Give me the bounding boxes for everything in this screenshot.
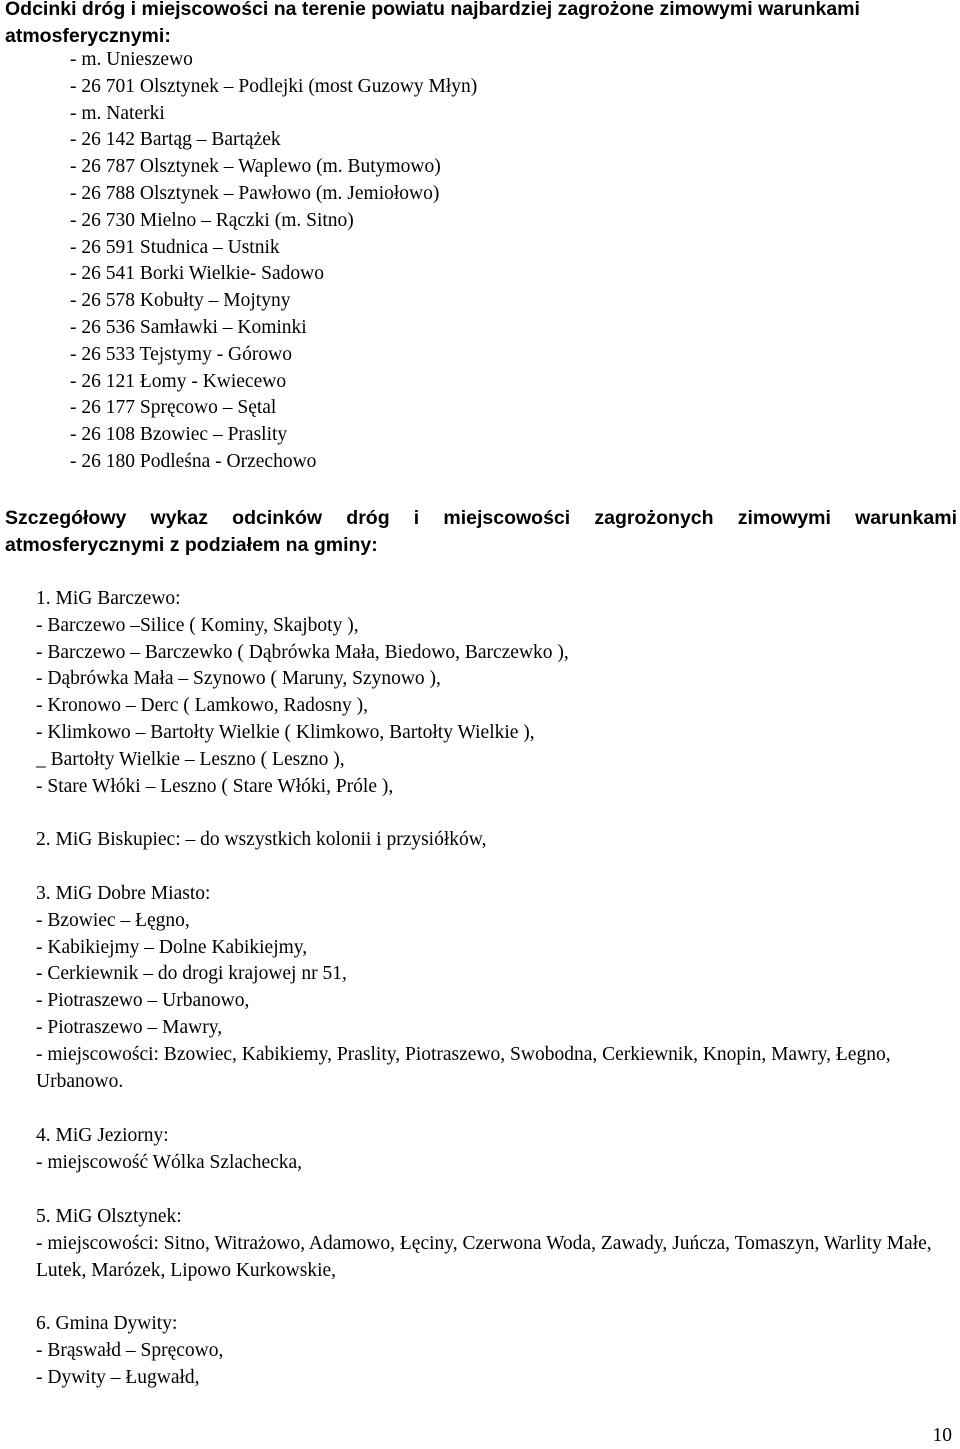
section-title: 1. MiG Barczewo: xyxy=(36,588,181,609)
list-item: - Kabikiejmy – Dolne Kabikiejmy, xyxy=(36,936,308,958)
list-item: - 26 533 Tejstymy - Górowo xyxy=(70,343,292,365)
list-item: - 26 121 Łomy - Kwiecewo xyxy=(70,370,287,392)
list-item: - m. Naterki xyxy=(70,102,165,124)
section-dobre-miasto xyxy=(36,881,946,1095)
list-item: - Bzowiec – Łęgno, xyxy=(36,909,190,931)
list-item: - Barczewo –Silice ( Kominy, Skajboty ), xyxy=(36,614,359,636)
top-road-list xyxy=(70,47,477,476)
list-item: - 26 578 Kobułty – Mojtyny xyxy=(70,290,291,312)
list-item: - 26 177 Spręcowo – Sętal xyxy=(70,397,277,419)
list-item: - miejscowości: Sitno, Witrażowo, Adamowo, Łęciny, Czerwona Woda, Zawady, Juńcza, Tomaszyn, Warlity Małe, Lutek, Marózek, Lipowo Kurkowskie, xyxy=(36,1232,932,1281)
list-item: - Klimkowo – Bartołty Wielkie ( Klimkowo, Bartołty Wielkie ), xyxy=(36,721,535,743)
list-item: - Brąswałd – Spręcowo, xyxy=(36,1339,224,1361)
section-heading: Szczegółowy wykaz odcinków dróg i miejscowości zagrożonych zimowymi warunkami atmosferycznymi z podziałem na gminy: xyxy=(5,507,957,556)
list-item: - Cerkiewnik – do drogi krajowej nr 51, xyxy=(36,963,347,985)
list-item: - Piotraszewo – Mawry, xyxy=(36,1016,223,1038)
list-item: - 26 142 Bartąg – Bartążek xyxy=(70,129,281,151)
list-item: - 26 541 Borki Wielkie- Sadowo xyxy=(70,263,324,285)
list-item: - Piotraszewo – Urbanowo, xyxy=(36,990,250,1012)
list-item: - 26 730 Mielno – Rączki (m. Sitno) xyxy=(70,209,354,231)
list-item: - Barczewo – Barczewko ( Dąbrówka Mała, Biedowo, Barczewko ), xyxy=(36,641,569,663)
list-item: - 26 108 Bzowiec – Praslity xyxy=(70,424,288,446)
list-item: - Kronowo – Derc ( Lamkowo, Radosny ), xyxy=(36,695,368,717)
page-number: 10 xyxy=(932,1425,952,1446)
section-title: 2. MiG Biskupiec: – do wszystkich kolonii i przysiółków, xyxy=(36,829,487,850)
list-item: - 26 591 Studnica – Ustnik xyxy=(70,236,280,258)
document-heading: Odcinki dróg i miejscowości na terenie powiatu najbardziej zagrożone zimowymi warunkami atmosferycznymi: xyxy=(5,0,860,47)
list-item: - 26 536 Samławki – Kominki xyxy=(70,316,307,338)
list-item: - Dywity – Ługwałd, xyxy=(36,1366,200,1388)
section-title: 5. MiG Olsztynek: xyxy=(36,1206,182,1227)
section-title: 4. MiG Jeziorny: xyxy=(36,1125,169,1146)
section-olsztynek xyxy=(36,1204,946,1284)
list-item: - Stare Włóki – Leszno ( Stare Włóki, Próle ), xyxy=(36,775,394,797)
list-item: - 26 787 Olsztynek – Waplewo (m. Butymowo) xyxy=(70,156,441,178)
list-item: - miejscowość Wólka Szlachecka, xyxy=(36,1151,303,1173)
list-item: - miejscowości: Bzowiec, Kabikiemy, Praslity, Piotraszewo, Swobodna, Cerkiewnik, Knopin, Mawry, Łegno, Urbanowo. xyxy=(36,1043,891,1092)
list-item: - 26 788 Olsztynek – Pawłowo (m. Jemiołowo) xyxy=(70,182,440,204)
section-jeziorny xyxy=(36,1123,946,1177)
list-item: - 26 701 Olsztynek – Podlejki (most Guzowy Młyn) xyxy=(70,75,478,97)
list-item: - Dąbrówka Mała – Szynowo ( Maruny, Szynowo ), xyxy=(36,668,441,690)
list-item: _ Bartołty Wielkie – Leszno ( Leszno ), xyxy=(36,748,345,770)
section-dywity xyxy=(36,1311,946,1391)
list-item: - m. Unieszewo xyxy=(70,49,193,70)
section-barczewo xyxy=(36,586,946,800)
section-title: 3. MiG Dobre Miasto: xyxy=(36,883,211,904)
section-title: 6. Gmina Dywity: xyxy=(36,1313,178,1334)
section-biskupiec xyxy=(36,827,946,854)
list-item: - 26 180 Podleśna - Orzechowo xyxy=(70,450,317,472)
